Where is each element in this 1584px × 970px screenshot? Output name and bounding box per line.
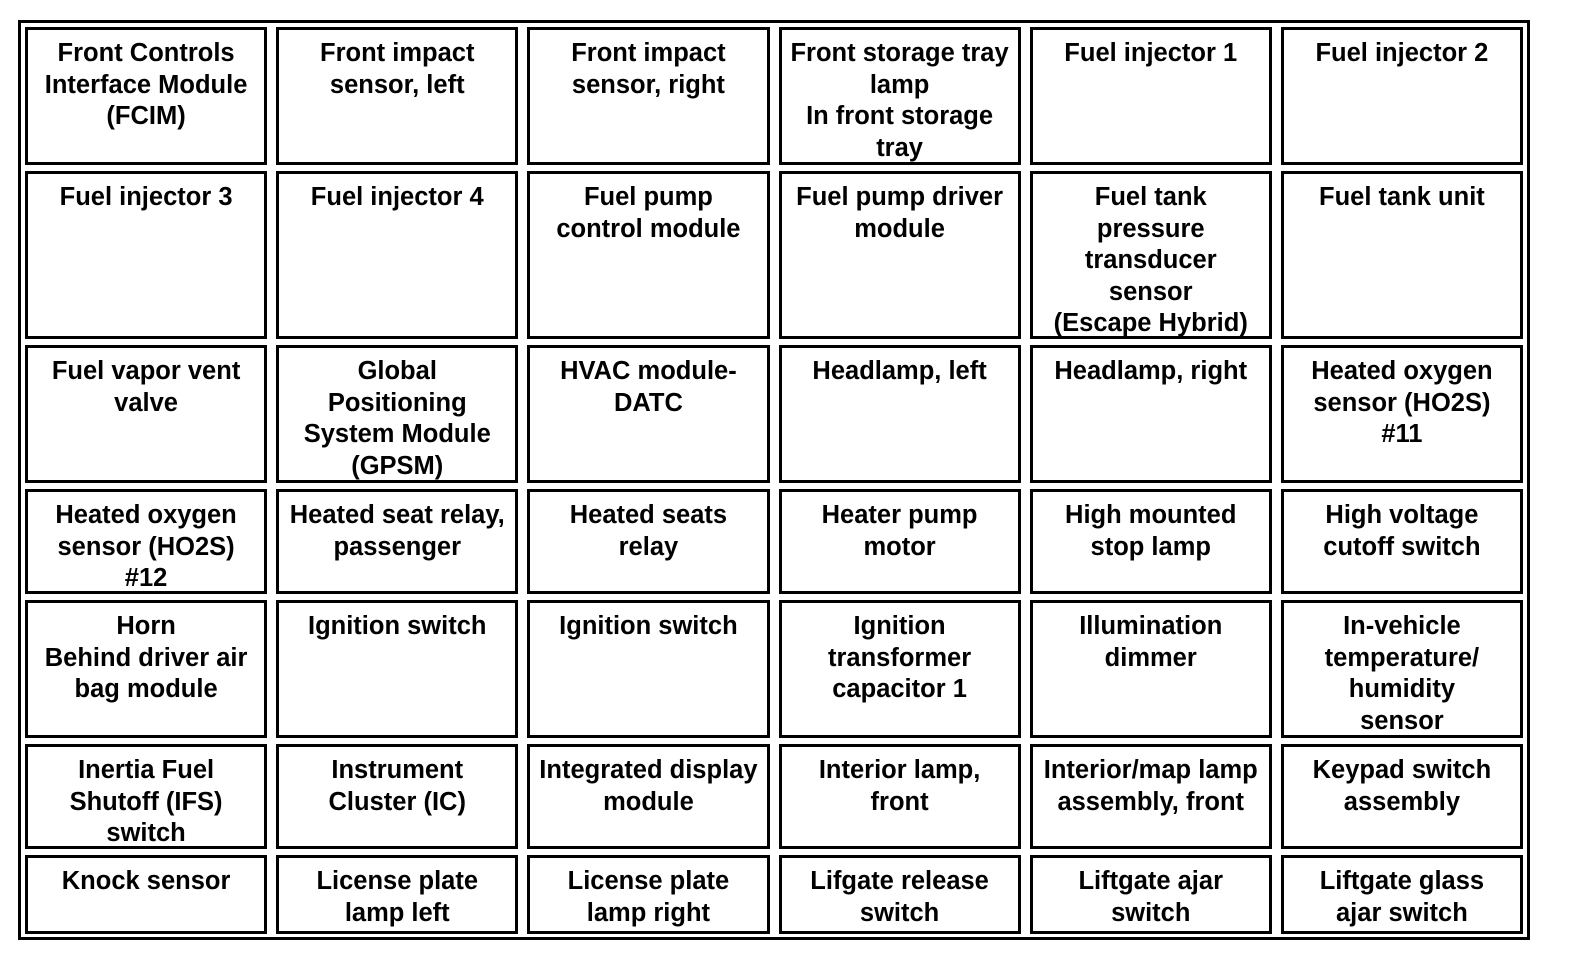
- table-cell: [1281, 744, 1523, 849]
- cell-text-line: (FCIM): [106, 102, 186, 130]
- cell-text-line: cutoff switch: [1323, 532, 1481, 561]
- table-cell: [779, 855, 1021, 934]
- cell-text-line: sensor: [1108, 277, 1193, 306]
- table-cell: [276, 171, 518, 339]
- cell-text-line: Fuel injector 1: [1064, 39, 1238, 67]
- cell-text-line: Headlamp, left: [812, 357, 987, 385]
- cell-text-line: switch: [1111, 898, 1191, 927]
- table-cell: [25, 489, 267, 594]
- cell-text-line: Lifgate release: [810, 867, 989, 895]
- table-cell: [527, 855, 769, 934]
- table-cell: [1281, 27, 1523, 165]
- table-cell: [25, 171, 267, 339]
- cell-text-line: System Module: [303, 420, 491, 448]
- table-cell: [276, 600, 518, 738]
- table-cell: [25, 345, 267, 483]
- cell-text-line: passenger: [333, 532, 462, 561]
- component-table-frame: [18, 20, 1530, 940]
- cell-text-line: control module: [556, 214, 741, 243]
- cell-text-line: temperature/: [1324, 643, 1480, 672]
- cell-text-line: module: [854, 214, 945, 243]
- cell-text-line: High voltage: [1325, 501, 1479, 529]
- cell-text-line: sensor, right: [571, 70, 725, 99]
- cell-text-line: Front impact: [320, 39, 475, 67]
- table-cell: [1030, 171, 1272, 339]
- table-cell: [779, 171, 1021, 339]
- table-cell: [1281, 489, 1523, 594]
- table-cell: [1030, 27, 1272, 165]
- cell-text-line: Behind driver air: [44, 643, 248, 672]
- table-cell: [527, 171, 769, 339]
- table-cell: [527, 744, 769, 849]
- table-cell: [779, 27, 1021, 165]
- table-cell: [25, 855, 267, 934]
- table-cell: [1030, 345, 1272, 483]
- table-cell: [527, 345, 769, 483]
- cell-text-line: tray: [876, 133, 923, 162]
- cell-text-line: sensor: [1360, 706, 1444, 735]
- cell-text-line: assembly, front: [1057, 787, 1245, 816]
- cell-text-line: Fuel vapor vent: [51, 357, 241, 385]
- cell-text-line: #11: [1381, 420, 1423, 448]
- cell-text-line: Heated oxygen: [1311, 357, 1493, 385]
- cell-text-line: Heated seats: [569, 501, 728, 529]
- table-cell: [1030, 489, 1272, 594]
- cell-text-line: Ignition switch: [307, 612, 487, 640]
- cell-text-line: lamp right: [586, 898, 711, 927]
- table-cell: [25, 600, 267, 738]
- cell-text-line: Horn: [116, 612, 176, 640]
- table-cell: [1281, 345, 1523, 483]
- cell-text-line: Headlamp, right: [1054, 357, 1248, 385]
- cell-text-line: Fuel tank: [1094, 183, 1207, 211]
- cell-text-line: Fuel injector 2: [1315, 39, 1489, 67]
- cell-text-line: Inertia Fuel: [78, 756, 215, 784]
- table-cell: [1030, 600, 1272, 738]
- cell-text-line: Front Controls: [57, 39, 235, 67]
- cell-text-line: Interior/map lamp: [1043, 756, 1258, 784]
- cell-text-line: sensor (HO2S): [1313, 388, 1491, 417]
- cell-text-line: Keypad switch: [1312, 756, 1492, 784]
- cell-text-line: License plate: [567, 867, 730, 895]
- cell-text-line: switch: [106, 819, 186, 847]
- cell-text-line: (GPSM): [351, 451, 444, 480]
- cell-text-line: lamp: [869, 70, 930, 99]
- cell-text-line: dimmer: [1104, 643, 1197, 672]
- cell-text-line: Fuel pump: [583, 183, 713, 211]
- cell-text-line: Fuel tank unit: [1319, 183, 1485, 211]
- cell-text-line: Fuel injector 4: [310, 183, 484, 211]
- table-cell: [276, 855, 518, 934]
- cell-text-line: Front storage tray: [790, 39, 1009, 67]
- table-cell: [1030, 855, 1272, 934]
- cell-text-line: assembly: [1343, 787, 1461, 816]
- cell-text-line: Heated oxygen: [55, 501, 237, 529]
- table-cell: [779, 744, 1021, 849]
- cell-text-line: module: [603, 787, 694, 816]
- table-cell: [779, 489, 1021, 594]
- cell-text-line: motor: [863, 532, 936, 561]
- cell-text-line: switch: [859, 898, 940, 927]
- table-cell: [1030, 744, 1272, 849]
- table-cell: [527, 489, 769, 594]
- cell-text-line: Liftgate ajar: [1078, 867, 1224, 895]
- cell-text-line: humidity: [1348, 675, 1456, 703]
- table-cell: [779, 600, 1021, 738]
- table-cell: [25, 744, 267, 849]
- cell-text-line: lamp left: [344, 898, 450, 927]
- cell-text-line: Ignition switch: [559, 612, 738, 640]
- table-cell: [276, 489, 518, 594]
- table-cell: [779, 345, 1021, 483]
- cell-text-line: Illumination: [1079, 612, 1223, 640]
- cell-text-line: #12: [124, 564, 168, 592]
- table-cell: [527, 27, 769, 165]
- cell-text-line: stop lamp: [1090, 532, 1211, 561]
- cell-text-line: pressure: [1096, 214, 1205, 243]
- cell-text-line: sensor, left: [329, 70, 465, 99]
- cell-text-line: relay: [618, 532, 679, 561]
- cell-text-line: Integrated display: [539, 756, 758, 784]
- cell-text-line: Shutoff (IFS): [69, 787, 223, 816]
- cell-text-line: capacitor 1: [832, 675, 967, 703]
- cell-text-line: DATC: [613, 388, 683, 417]
- table-cell: [527, 600, 769, 738]
- table-cell: [276, 27, 518, 165]
- table-cell: [1281, 855, 1523, 934]
- cell-text-line: High mounted: [1065, 501, 1237, 529]
- cell-text-line: Heated seat relay,: [289, 501, 505, 529]
- cell-text-line: Positioning: [327, 388, 467, 417]
- cell-text-line: valve: [114, 388, 178, 417]
- table-cell: [1281, 171, 1523, 339]
- cell-text-line: Front impact: [571, 39, 726, 67]
- cell-text-line: Liftgate glass: [1319, 867, 1485, 895]
- cell-text-line: HVAC module-: [560, 357, 737, 385]
- cell-text-line: Interior lamp,: [818, 756, 981, 784]
- table-cell: [1281, 600, 1523, 738]
- cell-text-line: Interface Module: [44, 70, 248, 99]
- cell-text-line: front: [870, 787, 929, 816]
- component-table: [25, 27, 1523, 933]
- table-cell: [25, 27, 267, 165]
- cell-text-line: Heater pump: [821, 501, 978, 529]
- cell-text-line: transducer: [1084, 246, 1217, 274]
- cell-text-line: ajar switch: [1336, 898, 1468, 927]
- cell-text-line: Knock sensor: [61, 867, 231, 895]
- cell-text-line: sensor (HO2S): [57, 532, 235, 561]
- cell-text-line: Global: [357, 357, 437, 385]
- cell-text-line: Instrument: [331, 756, 464, 784]
- cell-text-line: Fuel pump driver: [796, 183, 1004, 211]
- cell-text-line: In-vehicle: [1343, 612, 1461, 640]
- cell-text-line: License plate: [316, 867, 479, 895]
- cell-text-line: transformer: [828, 643, 972, 672]
- table-cell: [276, 744, 518, 849]
- cell-text-line: Ignition: [853, 612, 946, 640]
- cell-text-line: bag module: [74, 675, 218, 703]
- cell-text-line: (Escape Hybrid): [1053, 309, 1248, 337]
- table-cell: [276, 345, 518, 483]
- cell-text-line: Fuel injector 3: [59, 183, 233, 211]
- cell-text-line: In front storage: [806, 102, 994, 130]
- cell-text-line: Cluster (IC): [328, 787, 466, 816]
